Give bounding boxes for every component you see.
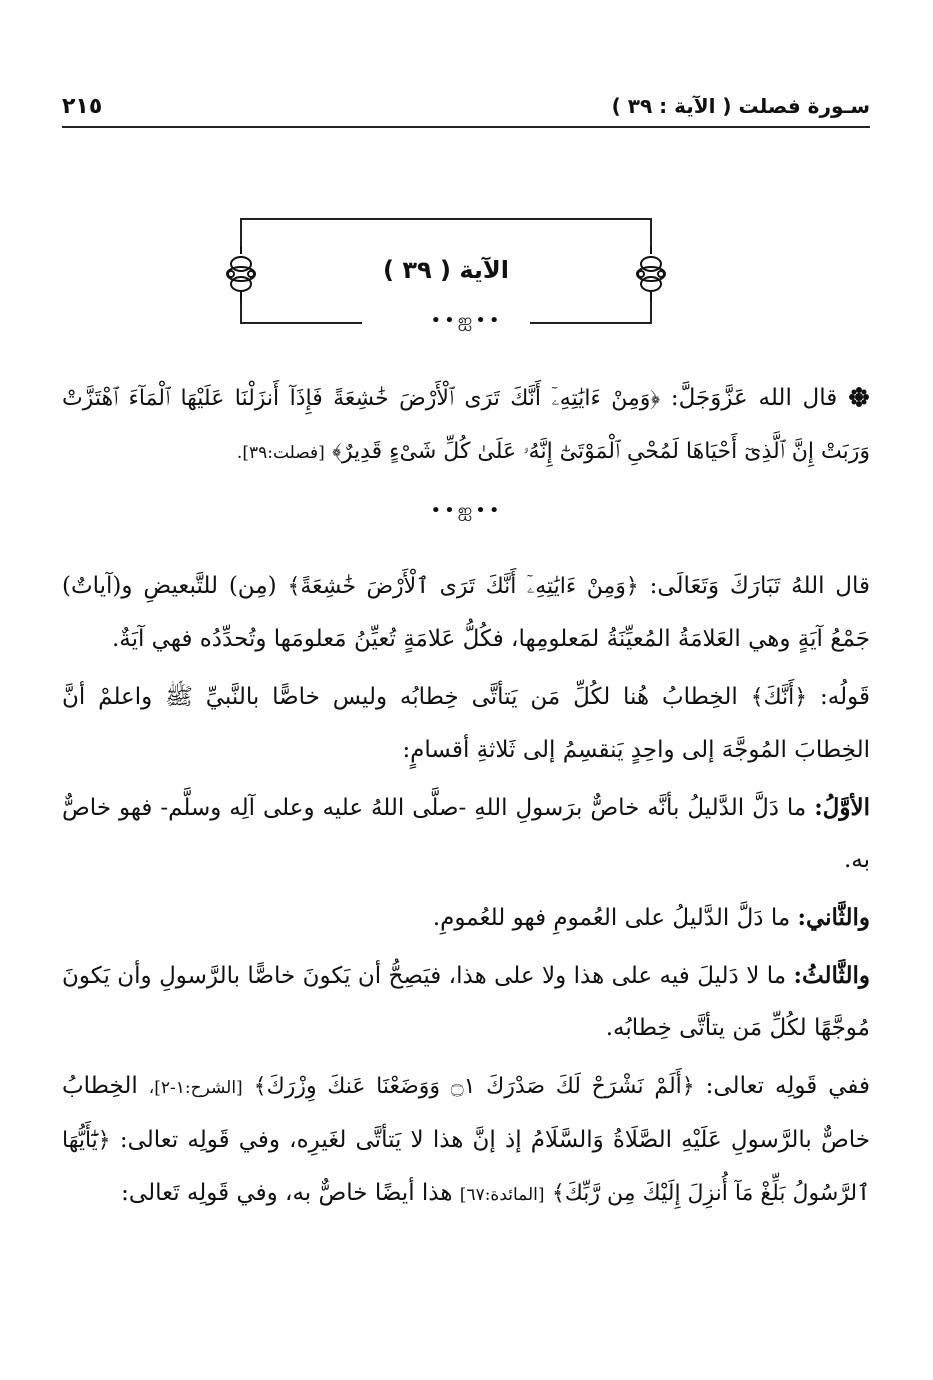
verse-block [62, 372, 870, 479]
verse-intro: قال الله عَزَّوَجَلَّ: [670, 385, 838, 411]
page-number: ٢١٥ [62, 94, 103, 119]
paragraph: قَولُه: ﴿أَنَّكَ﴾ الخِطابُ هُنا لكُلِّ مَن يَتأتَّى خِطابُه وليس خاصًّا بالنَّبيِّ ﷺ واعلمْ أنَّ الخِطابَ المُوجَّهَ إلى واحِدٍ يَنقسِمُ إلى ثَلاثةِ أقسامٍ: [62, 684, 871, 763]
rosette-icon [848, 386, 870, 408]
paragraph: والثَّاني: ما دَلَّ الدَّليلُ على العُمومِ فهو للعُمومِ. [432, 904, 870, 931]
header-rule [62, 126, 870, 128]
paragraph: ففي قَولِه تعالى: ﴿أَلَمْ نَشْرَحْ لَكَ صَدْرَكَ ۝١ وَوَضَعْنَا عَنكَ وِزْرَكَ﴾ [الشرح:١-٢]، الخِطابُ خاصٌّ بالرَّسولِ عَلَيْهِ الصَّلَاةُ وَالسَّلَامُ إذ إنَّ هذا لا يَتأتَّى لغَيرِه، وفي قَولِه تعالى: ﴿يَٰٓأَيُّهَا ٱلرَّسُولُ بَلِّغْ مَآ أُنزِلَ إِلَيْكَ مِن رَّبِّكَ﴾ [المائدة:٦٧] هذا أيضًا خاصٌّ به، وفي قَولِه تَعالى: [62, 1073, 871, 1206]
body-text [62, 560, 870, 1221]
verse-reference: [فصلت:٣٩]. [236, 443, 325, 463]
verse-heading: الآية ( ٣٩ ) [383, 256, 509, 284]
paragraph: قال اللهُ تَبَارَكَ وَتَعَالَى: ﴿وَمِنْ ءَايَٰتِهِۦٓ أَنَّكَ تَرَى ٱلْأَرْضَ خَٰشِعَةً﴾ (مِن) للتَّبعيضِ و(آياتٌ) جَمْعُ آيَةٍ وهي العَلامَةُ المُعيِّنَةُ لمَعلومِها، فكُلُّ عَلامَةٍ تُعيِّنُ مَعلومَها وتُحدِّدُه فهي آيَةٌ. [62, 573, 871, 652]
quran-verse: ﴿وَمِنْ ءَايَٰتِهِۦٓ أَنَّكَ تَرَى ٱلْأَرْضَ خَٰشِعَةً فَإِذَآ أَنزَلْنَا عَلَيْهَا ٱلْمَآءَ ٱهْتَزَّتْ وَرَبَتْ إِنَّ ٱلَّذِىٓ أَحْيَاهَا لَمُحْىِ ٱلْمَوْتَىٰٓ إِنَّهُۥ عَلَىٰ كُلِّ شَىْءٍ قَدِيرٌ﴾ [62, 386, 870, 464]
paragraph: الأوَّلُ: ما دَلَّ الدَّليلُ بأنَّه خاصٌّ برَسولِ اللهِ -صلَّى اللهُ عليه وعلى آلِه وسلَّم- فهو خاصٌّ به. [62, 794, 871, 873]
running-title: سـورة فصلت ( الآية : ٣٩ ) [611, 94, 870, 118]
verse-title-frame [236, 218, 656, 324]
ornament-divider: ••ஐ•• [430, 310, 503, 331]
ornament-divider-2: ••ஐ•• [430, 500, 503, 521]
paragraph: والثَّالثُ: ما لا دَليلَ فيه على هذا ولا على هذا، فيَصِحُّ أن يَكونَ خاصًّا بالرَّسولِ وأن يَكونَ مُوجَّهًا لكُلِّ مَن يتأتَّى خِطابُه. [62, 962, 871, 1041]
